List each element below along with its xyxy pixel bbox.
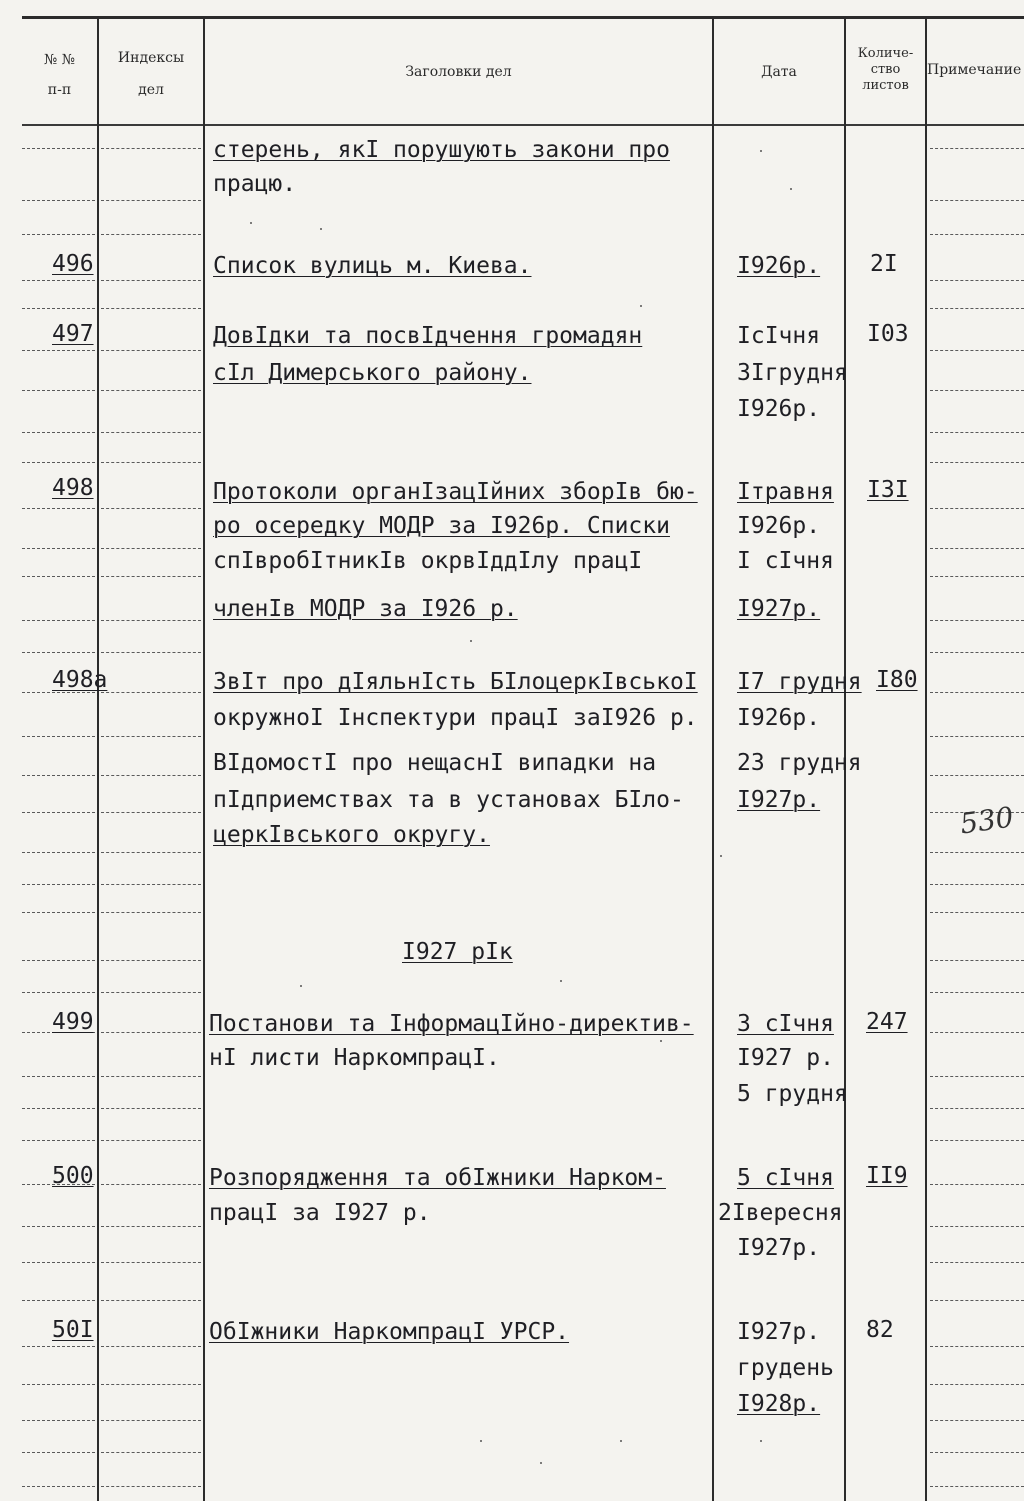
entry-title-line: стерень, якI порушують закони про [213, 137, 670, 163]
ruled-line [101, 736, 201, 737]
ruled-line [101, 508, 201, 509]
ruled-line [930, 1452, 1024, 1453]
ruled-line [101, 548, 201, 549]
ruled-line [930, 1346, 1024, 1347]
entry-title-line: церкIвського округу. [213, 822, 490, 848]
ruled-line [101, 1420, 201, 1421]
entry-title-line: сIл Димерського району. [213, 360, 532, 386]
entry-title-line: Постанови та IнформацIйно-директив- [209, 1011, 694, 1037]
ruled-line [930, 548, 1024, 549]
column-divider [97, 18, 99, 1501]
entry-date-line: 3Iгрудня [737, 360, 848, 386]
ruled-line [101, 1076, 201, 1077]
entry-title-line: працю. [213, 171, 297, 197]
header-number-sub: п-п [47, 82, 72, 98]
ruled-line [101, 462, 201, 463]
ruled-line [101, 960, 201, 961]
ruled-line [22, 620, 95, 621]
ruled-line [930, 992, 1024, 993]
entry-date-line: IсIчня [737, 323, 821, 349]
entry-sheet-count: 2I [870, 251, 898, 277]
year-heading: I927 рIк [402, 939, 513, 965]
entry-title-line: Протоколи органIзацIйних зборIв бю- [213, 479, 698, 505]
ruled-line [930, 1076, 1024, 1077]
entry-sheet-count: I3I [867, 477, 909, 503]
ruled-line [930, 390, 1024, 391]
ruled-line [101, 652, 201, 653]
ruled-line [101, 620, 201, 621]
entry-date-line: I7 грудня [737, 669, 862, 695]
entry-title-line: ЗвIт про дIяльнIсть БIлоцеркIвськоI [213, 669, 698, 695]
ruled-line [101, 812, 201, 813]
entry-sheet-count: I03 [867, 321, 909, 347]
entry-number: 497 [52, 321, 94, 347]
scan-speck [760, 150, 762, 152]
ruled-line [101, 234, 201, 235]
ruled-line [22, 1262, 95, 1263]
ruled-line [930, 692, 1024, 693]
ruled-line [101, 852, 201, 853]
ruled-line [22, 308, 95, 309]
ruled-line [101, 1486, 201, 1487]
entry-title-line: членIв МОДР за I926 р. [213, 596, 518, 622]
ruled-line [22, 652, 95, 653]
ruled-line [930, 960, 1024, 961]
ruled-line [22, 812, 95, 813]
ruled-line [930, 852, 1024, 853]
header-bottom-border [22, 124, 1024, 126]
entry-sheet-count: I80 [876, 667, 918, 693]
ruled-line [101, 350, 201, 351]
column-divider [712, 18, 714, 1501]
entry-date-line: I927 р. [737, 1045, 834, 1071]
header-number-label: № № [44, 52, 75, 68]
ruled-line [930, 200, 1024, 201]
scan-speck [250, 222, 252, 224]
column-divider [203, 18, 205, 1501]
ruled-line [930, 1384, 1024, 1385]
entry-title-line: ро осередку МОДР за I926р. Списки [213, 513, 670, 539]
ruled-line [22, 1384, 95, 1385]
scan-speck [470, 640, 472, 642]
ruled-line [930, 308, 1024, 309]
ruled-line [930, 1300, 1024, 1301]
ruled-line [930, 912, 1024, 913]
entry-title-line: окружноI Iнспектури працI заI926 р. [213, 705, 698, 731]
ruled-line [22, 432, 95, 433]
ruled-line [930, 775, 1024, 776]
ruled-line [101, 308, 201, 309]
ruled-line [101, 1108, 201, 1109]
ruled-line [22, 960, 95, 961]
ruled-line [101, 432, 201, 433]
ruled-line [930, 1486, 1024, 1487]
entry-title-line: ВIдомостI про нещаснI випадки на [213, 750, 657, 776]
entry-number: 498 [52, 475, 94, 501]
entry-title-line: ДовIдки та посвIдчення громадян [213, 323, 643, 349]
ruled-line [101, 1184, 201, 1185]
handwritten-note: 530 [957, 800, 1016, 841]
entry-title-line: нI листи НаркомпрацI. [209, 1045, 500, 1071]
ruled-line [22, 548, 95, 549]
entry-number: 500 [52, 1163, 94, 1189]
scan-speck [760, 1440, 762, 1442]
ruled-line [930, 1184, 1024, 1185]
entry-date-line: I927р. [737, 1319, 821, 1345]
entry-date-line: 5 сIчня [737, 1165, 834, 1191]
entry-date-line: 5 грудня [737, 1081, 848, 1107]
entry-sheet-count: 247 [866, 1009, 908, 1035]
ruled-line [22, 912, 95, 913]
ruled-line [22, 775, 95, 776]
scan-speck [320, 228, 322, 230]
entry-date-line: I926р. [737, 396, 821, 422]
header-index [99, 50, 203, 98]
entry-title-line: Розпорядження та обIжники Нарком- [209, 1165, 666, 1191]
ruled-line [101, 1346, 201, 1347]
ruled-line [22, 736, 95, 737]
entry-title-line: ОбIжники НаркомпрацI УРСР. [209, 1319, 570, 1345]
ruled-line [101, 1384, 201, 1385]
ruled-line [930, 508, 1024, 509]
header-number [22, 52, 97, 98]
ruled-line [101, 1262, 201, 1263]
top-border [22, 16, 1024, 19]
ruled-line [101, 576, 201, 577]
ruled-line [930, 1226, 1024, 1227]
ruled-line [101, 884, 201, 885]
ruled-line [101, 148, 201, 149]
ruled-line [22, 852, 95, 853]
ruled-line [930, 1420, 1024, 1421]
entry-title-line: працI за I927 р. [209, 1200, 431, 1226]
entry-date-line: I926р. [737, 253, 821, 279]
ruled-line [930, 1262, 1024, 1263]
ruled-line [22, 1300, 95, 1301]
ruled-line [22, 462, 95, 463]
ruled-line [101, 390, 201, 391]
entry-date-line: грудень [737, 1355, 834, 1381]
entry-number: 498а [52, 667, 108, 693]
entry-number: 50I [52, 1317, 94, 1343]
ruled-line [101, 200, 201, 201]
ruled-line [930, 736, 1024, 737]
column-divider [925, 18, 927, 1501]
entry-date-line: I926р. [737, 705, 821, 731]
ruled-line [22, 234, 95, 235]
ruled-line [101, 992, 201, 993]
entry-number: 499 [52, 1009, 94, 1035]
entry-date-line: 23 грудня [737, 750, 862, 776]
entry-sheet-count: II9 [866, 1163, 908, 1189]
ruled-line [930, 1032, 1024, 1033]
ruled-line [22, 884, 95, 885]
header-title: Заголовки дел [405, 64, 512, 80]
entry-title-line: пIдприемствах та в установах БIло- [213, 787, 684, 813]
entry-date-line: I927р. [737, 787, 821, 813]
ruled-line [930, 652, 1024, 653]
ruled-line [22, 1452, 95, 1453]
ruled-line [930, 350, 1024, 351]
ruled-line [101, 1300, 201, 1301]
entry-date-line: Iтравня [737, 479, 834, 505]
ruled-line [22, 200, 95, 201]
ruled-line [101, 912, 201, 913]
ruled-line [22, 1076, 95, 1077]
ruled-line [22, 992, 95, 993]
scan-speck [790, 188, 792, 190]
ruled-line [101, 1452, 201, 1453]
entry-number: 496 [52, 251, 94, 277]
entry-title-line: Список вулиць м. Киева. [213, 253, 532, 279]
ruled-line [101, 775, 201, 776]
ruled-line [930, 234, 1024, 235]
scan-speck [640, 305, 642, 307]
ruled-line [930, 148, 1024, 149]
entry-sheet-count: 82 [866, 1317, 894, 1343]
ruled-line [22, 1108, 95, 1109]
scan-speck [620, 1440, 622, 1442]
ruled-line [22, 390, 95, 391]
ruled-line [101, 1032, 201, 1033]
ruled-line [22, 1420, 95, 1421]
scan-speck [480, 1440, 482, 1442]
ruled-line [101, 692, 201, 693]
ruled-line [930, 884, 1024, 885]
ruled-line [22, 1486, 95, 1487]
ruled-line [930, 280, 1024, 281]
header-index-sub: дел [138, 82, 164, 98]
scan-speck [560, 980, 562, 982]
scan-speck [720, 855, 722, 857]
ruled-line [930, 432, 1024, 433]
entry-title-line: спIвробIтникIв окрвIддIлу працI [213, 548, 643, 574]
ruled-line [22, 576, 95, 577]
ruled-line [101, 1140, 201, 1141]
ruled-line [22, 148, 95, 149]
header-index-label: Индексы [117, 50, 185, 66]
entry-date-line: I928р. [737, 1391, 821, 1417]
ruled-line [22, 1140, 95, 1141]
header-notes: Примечание [927, 62, 1022, 78]
ruled-line [22, 508, 95, 509]
entry-date-line: I927р. [737, 1235, 821, 1261]
ruled-line [101, 1226, 201, 1227]
ruled-line [22, 1226, 95, 1227]
entry-date-line: I сIчня [737, 548, 834, 574]
ruled-line [930, 462, 1024, 463]
scan-speck [300, 985, 302, 987]
entry-date-line: 2Iвересня [718, 1200, 843, 1226]
entry-date-line: 3 сIчня [737, 1011, 834, 1037]
entry-date-line: I926р. [737, 513, 821, 539]
ruled-line [930, 576, 1024, 577]
ruled-line [930, 1108, 1024, 1109]
entry-date-line: I927р. [737, 596, 821, 622]
ruled-line [930, 620, 1024, 621]
ruled-line [930, 1140, 1024, 1141]
ruled-line [101, 280, 201, 281]
scan-speck [540, 1462, 542, 1464]
header-date: Дата [761, 64, 797, 80]
header-sheets: Количе- ство листов [857, 46, 914, 93]
